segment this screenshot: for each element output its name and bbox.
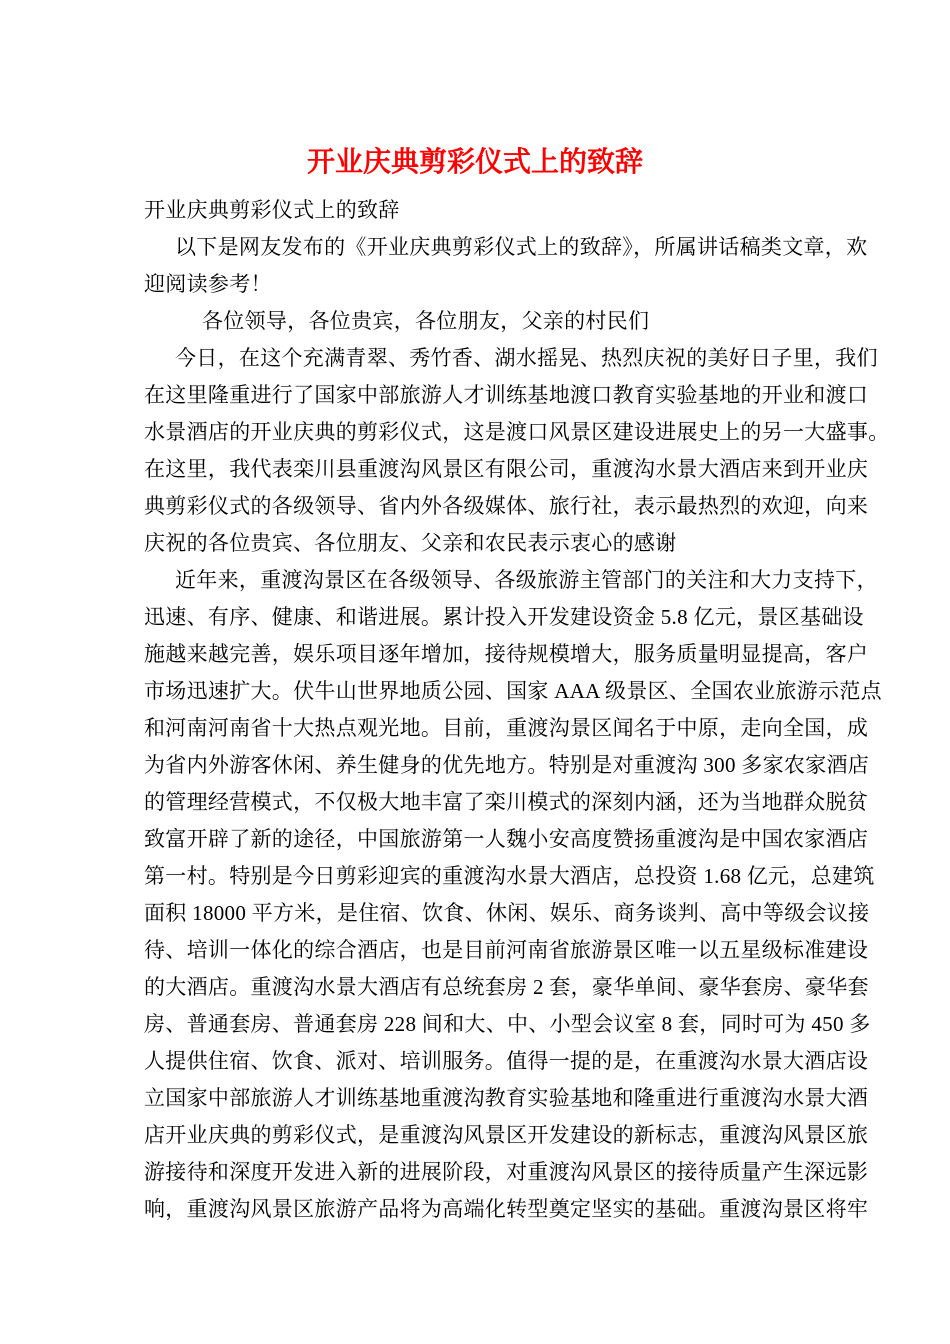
- text-line: 立国家中部旅游人才训练基地重渡沟教育实验基地和隆重进行重渡沟水景大酒: [144, 1086, 869, 1110]
- text-line: 在这里隆重进行了国家中部旅游人才训练基地渡口教育实验基地的开业和渡口: [144, 383, 869, 407]
- text-line: 为省内外游客休闲、养生健身的优先地方。特别是对重渡沟 300 多家农家酒店: [144, 753, 870, 777]
- paragraph-subtitle: [144, 192, 834, 229]
- text-line: 市场迅速扩大。伏牛山世界地质公园、国家 AAA 级景区、全国农业旅游示范点: [144, 679, 882, 703]
- text-line: 今日，在这个充满青翠、秀竹香、湖水摇晃、热烈庆祝的美好日子里，我们: [175, 346, 878, 370]
- text-line: 水景酒店的开业庆典的剪彩仪式，这是渡口风景区建设进展史上的另一大盛事。: [144, 420, 890, 444]
- text-line: 响，重渡沟风景区旅游产品将为高端化转型奠定坚实的基础。重渡沟景区将牢: [144, 1197, 869, 1221]
- text-line: 在这里，我代表栾川县重渡沟风景区有限公司，重渡沟水景大酒店来到开业庆: [144, 457, 869, 481]
- text-line: 近年来，重渡沟景区在各级领导、各级旅游主管部门的关注和大力支持下，: [175, 568, 878, 592]
- text-line: 和河南河南省十大热点观光地。目前，重渡沟景区闻名于中原，走向全国，成: [144, 716, 869, 740]
- text-line: 第一村。特别是今日剪彩迎宾的重渡沟水景大酒店，总投资 1.68 亿元，总建筑: [144, 864, 875, 888]
- paragraph-body-1: [144, 340, 890, 562]
- text-line: 待、培训一体化的综合酒店，也是目前河南省旅游景区唯一以五星级标准建设: [144, 938, 869, 962]
- text-line: 迎阅读参考！: [144, 272, 272, 296]
- paragraph-salutation: [144, 303, 834, 340]
- text-line: 各位领导，各位贵宾，各位朋友，父亲的村民们: [202, 309, 650, 333]
- text-line: 庆祝的各位贵宾、各位朋友、父亲和农民表示衷心的感谢: [144, 531, 677, 555]
- text-line: 游接待和深度开发进入新的进展阶段，对重渡沟风景区的接待质量产生深远影: [144, 1160, 869, 1184]
- text-line: 施越来越完善，娱乐项目逐年增加，接待规模增大，服务质量明显提高，客户: [144, 642, 869, 666]
- text-line: 店开业庆典的剪彩仪式，是重渡沟风景区开发建设的新标志，重渡沟风景区旅: [144, 1123, 869, 1147]
- text-line: 开业庆典剪彩仪式上的致辞: [144, 198, 400, 222]
- text-line: 典剪彩仪式的各级领导、省内外各级媒体、旅行社，表示最热烈的欢迎，向来: [144, 494, 869, 518]
- text-line: 面积 18000 平方米，是住宿、饮食、休闲、娱乐、商务谈判、高中等级会议接: [144, 901, 870, 925]
- text-line: 致富开辟了新的途径，中国旅游第一人魏小安高度赞扬重渡沟是中国农家酒店: [144, 827, 869, 851]
- text-line: 的大酒店。重渡沟水景大酒店有总统套房 2 套，豪华单间、豪华套房、豪华套: [144, 975, 869, 999]
- text-line: 人提供住宿、饮食、派对、培训服务。值得一提的是，在重渡沟水景大酒店设: [144, 1049, 869, 1073]
- paragraph-body-2: [144, 562, 882, 1228]
- document-body: [144, 192, 890, 1228]
- text-line: 房、普通套房、普通套房 228 间和大、中、小型会议室 8 套，同时可为 450 多: [144, 1012, 871, 1036]
- paragraph-intro: [144, 229, 868, 303]
- text-line: 迅速、有序、健康、和谐进展。累计投入开发建设资金 5.8 亿元，景区基础设: [144, 605, 864, 629]
- text-line: 的管理经营模式，不仅极大地丰富了栾川模式的深刻内涵，还为当地群众脱贫: [144, 790, 869, 814]
- document-title: 开业庆典剪彩仪式上的致辞: [306, 147, 643, 178]
- text-line: 以下是网友发布的《开业庆典剪彩仪式上的致辞》，所属讲话稿类文章，欢: [175, 235, 868, 259]
